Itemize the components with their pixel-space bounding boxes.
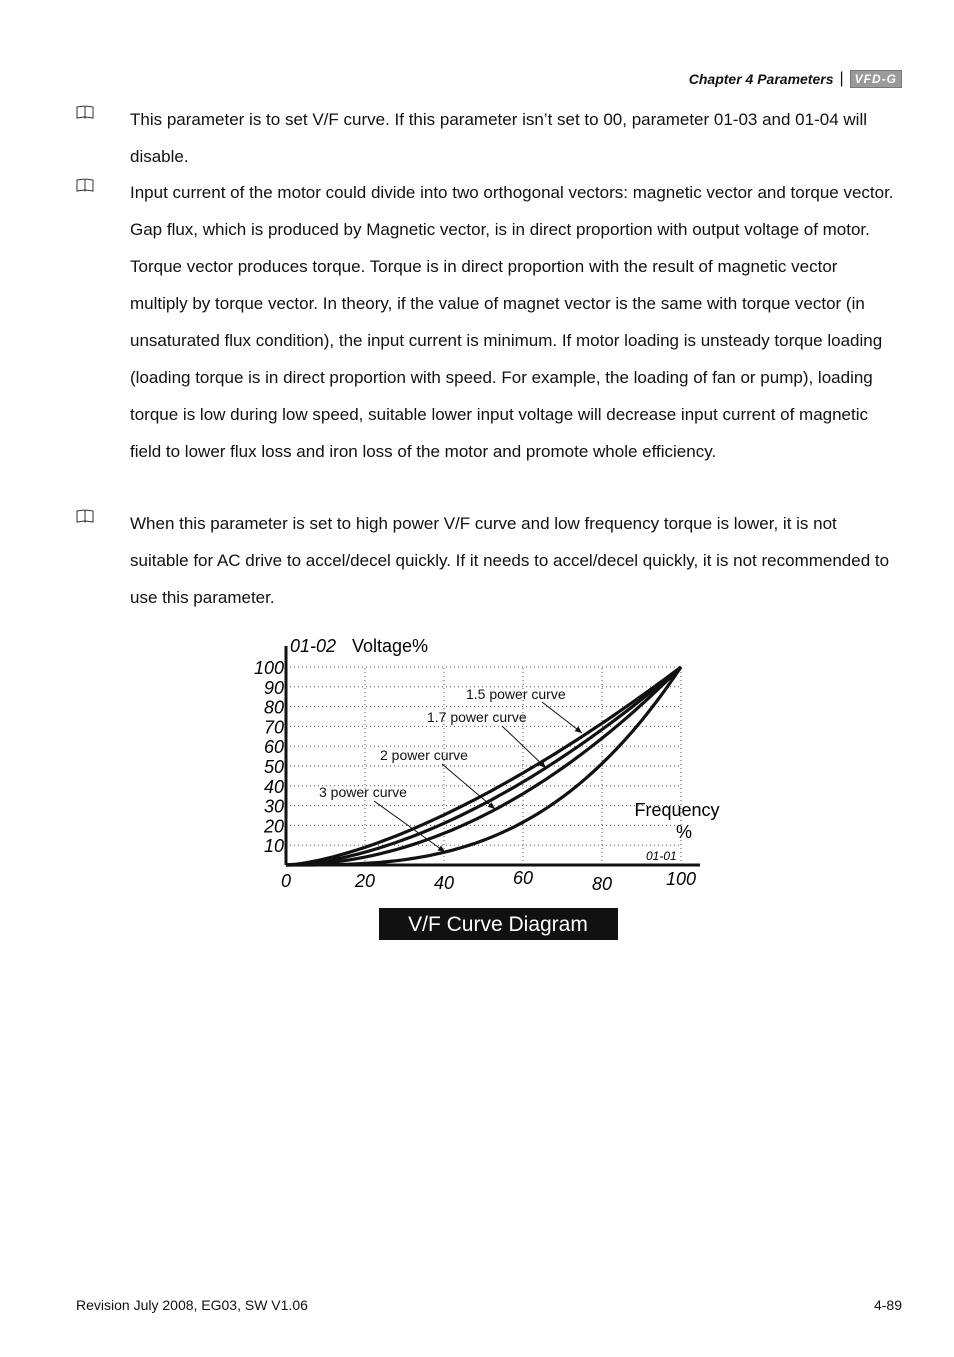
x-tick-label: 80 — [591, 874, 613, 894]
y-tick-label: 90 — [263, 677, 284, 698]
chapter-title: Chapter 4 Parameters — [688, 71, 834, 87]
x-tick-label: 0 — [280, 871, 292, 891]
y-tick-label: 20 — [263, 816, 284, 837]
bullet-paragraph-2 — [76, 174, 898, 470]
y-tick-label: 10 — [263, 836, 284, 857]
x-param-label: 01-01 — [646, 849, 677, 863]
y-tick-label: 100 — [253, 658, 284, 678]
series-leader-arrowhead — [575, 726, 582, 733]
y-tick-label: 40 — [263, 776, 284, 797]
x-tick-label: 100 — [665, 869, 697, 889]
y-tick-label: 50 — [263, 757, 284, 777]
paragraph-text: This parameter is to set V/F curve. If this parameter isn’t set to 00, parameter 01-03 and 01-04 will disable. — [130, 110, 867, 166]
book-icon — [76, 178, 94, 192]
y-tick-label: 30 — [263, 796, 284, 817]
book-icon — [76, 105, 94, 119]
bullet-paragraph-1 — [76, 101, 898, 175]
book-icon — [76, 509, 94, 523]
paragraph-text: Input current of the motor could divide into two orthogonal vectors: magnetic vector and torque vector. Gap flux, which is produced by Magnetic vector, is in direct proportion with output voltage of motor. Torque vector produces torque. Torque is in direct proportion with the result of magnetic vector multiply by torque vector. In theory, if the value of magnet vector is the same with torque vector (in unsaturated flux condition), the input current is minimum. If motor loading is unsteady torque loading (loading torque is in direct proportion with speed. For example, the loading of fan or pump), loading torque is low during low speed, suitable lower input voltage will decrease input current of magnetic field to lower flux loss and iron loss of the motor and promote whole efficiency. — [130, 183, 894, 461]
footer-revision: Revision July 2008, EG03, SW V1.06 — [76, 1297, 308, 1313]
series-label-1: 1.7 power curve — [427, 709, 527, 725]
vf-curve-chart — [240, 628, 740, 948]
y-axis-label: Voltage% — [352, 636, 429, 656]
y-tick-label: 80 — [263, 697, 284, 718]
header-separator: | — [839, 70, 844, 87]
y-param-label: 01-02 — [290, 636, 337, 656]
bullet-paragraph-3 — [76, 505, 898, 616]
footer-page-number: 4-89 — [873, 1297, 902, 1313]
y-tick-label: 60 — [263, 737, 284, 758]
chart-title: V/F Curve Diagram — [408, 913, 588, 936]
x-axis-unit: % — [675, 822, 693, 842]
series-label-3: 3 power curve — [319, 784, 407, 800]
series-label-0: 1.5 power curve — [466, 686, 566, 702]
paragraph-text: When this parameter is set to high power V/F curve and low frequency torque is lower, it is not suitable for AC drive to accel/decel quickly. If it needs to accel/decel quickly, it is not recommended to use this parameter. — [130, 514, 890, 607]
x-tick-label: 60 — [512, 868, 534, 888]
series-label-2: 2 power curve — [380, 747, 468, 763]
x-tick-label: 40 — [433, 873, 455, 893]
vfd-g-logo: VFD-G — [850, 70, 902, 88]
x-tick-label: 20 — [354, 871, 376, 891]
y-tick-label: 70 — [263, 717, 284, 738]
x-axis-label: Frequency — [634, 800, 720, 820]
series-leader-line — [502, 726, 546, 768]
page-header — [689, 70, 902, 88]
